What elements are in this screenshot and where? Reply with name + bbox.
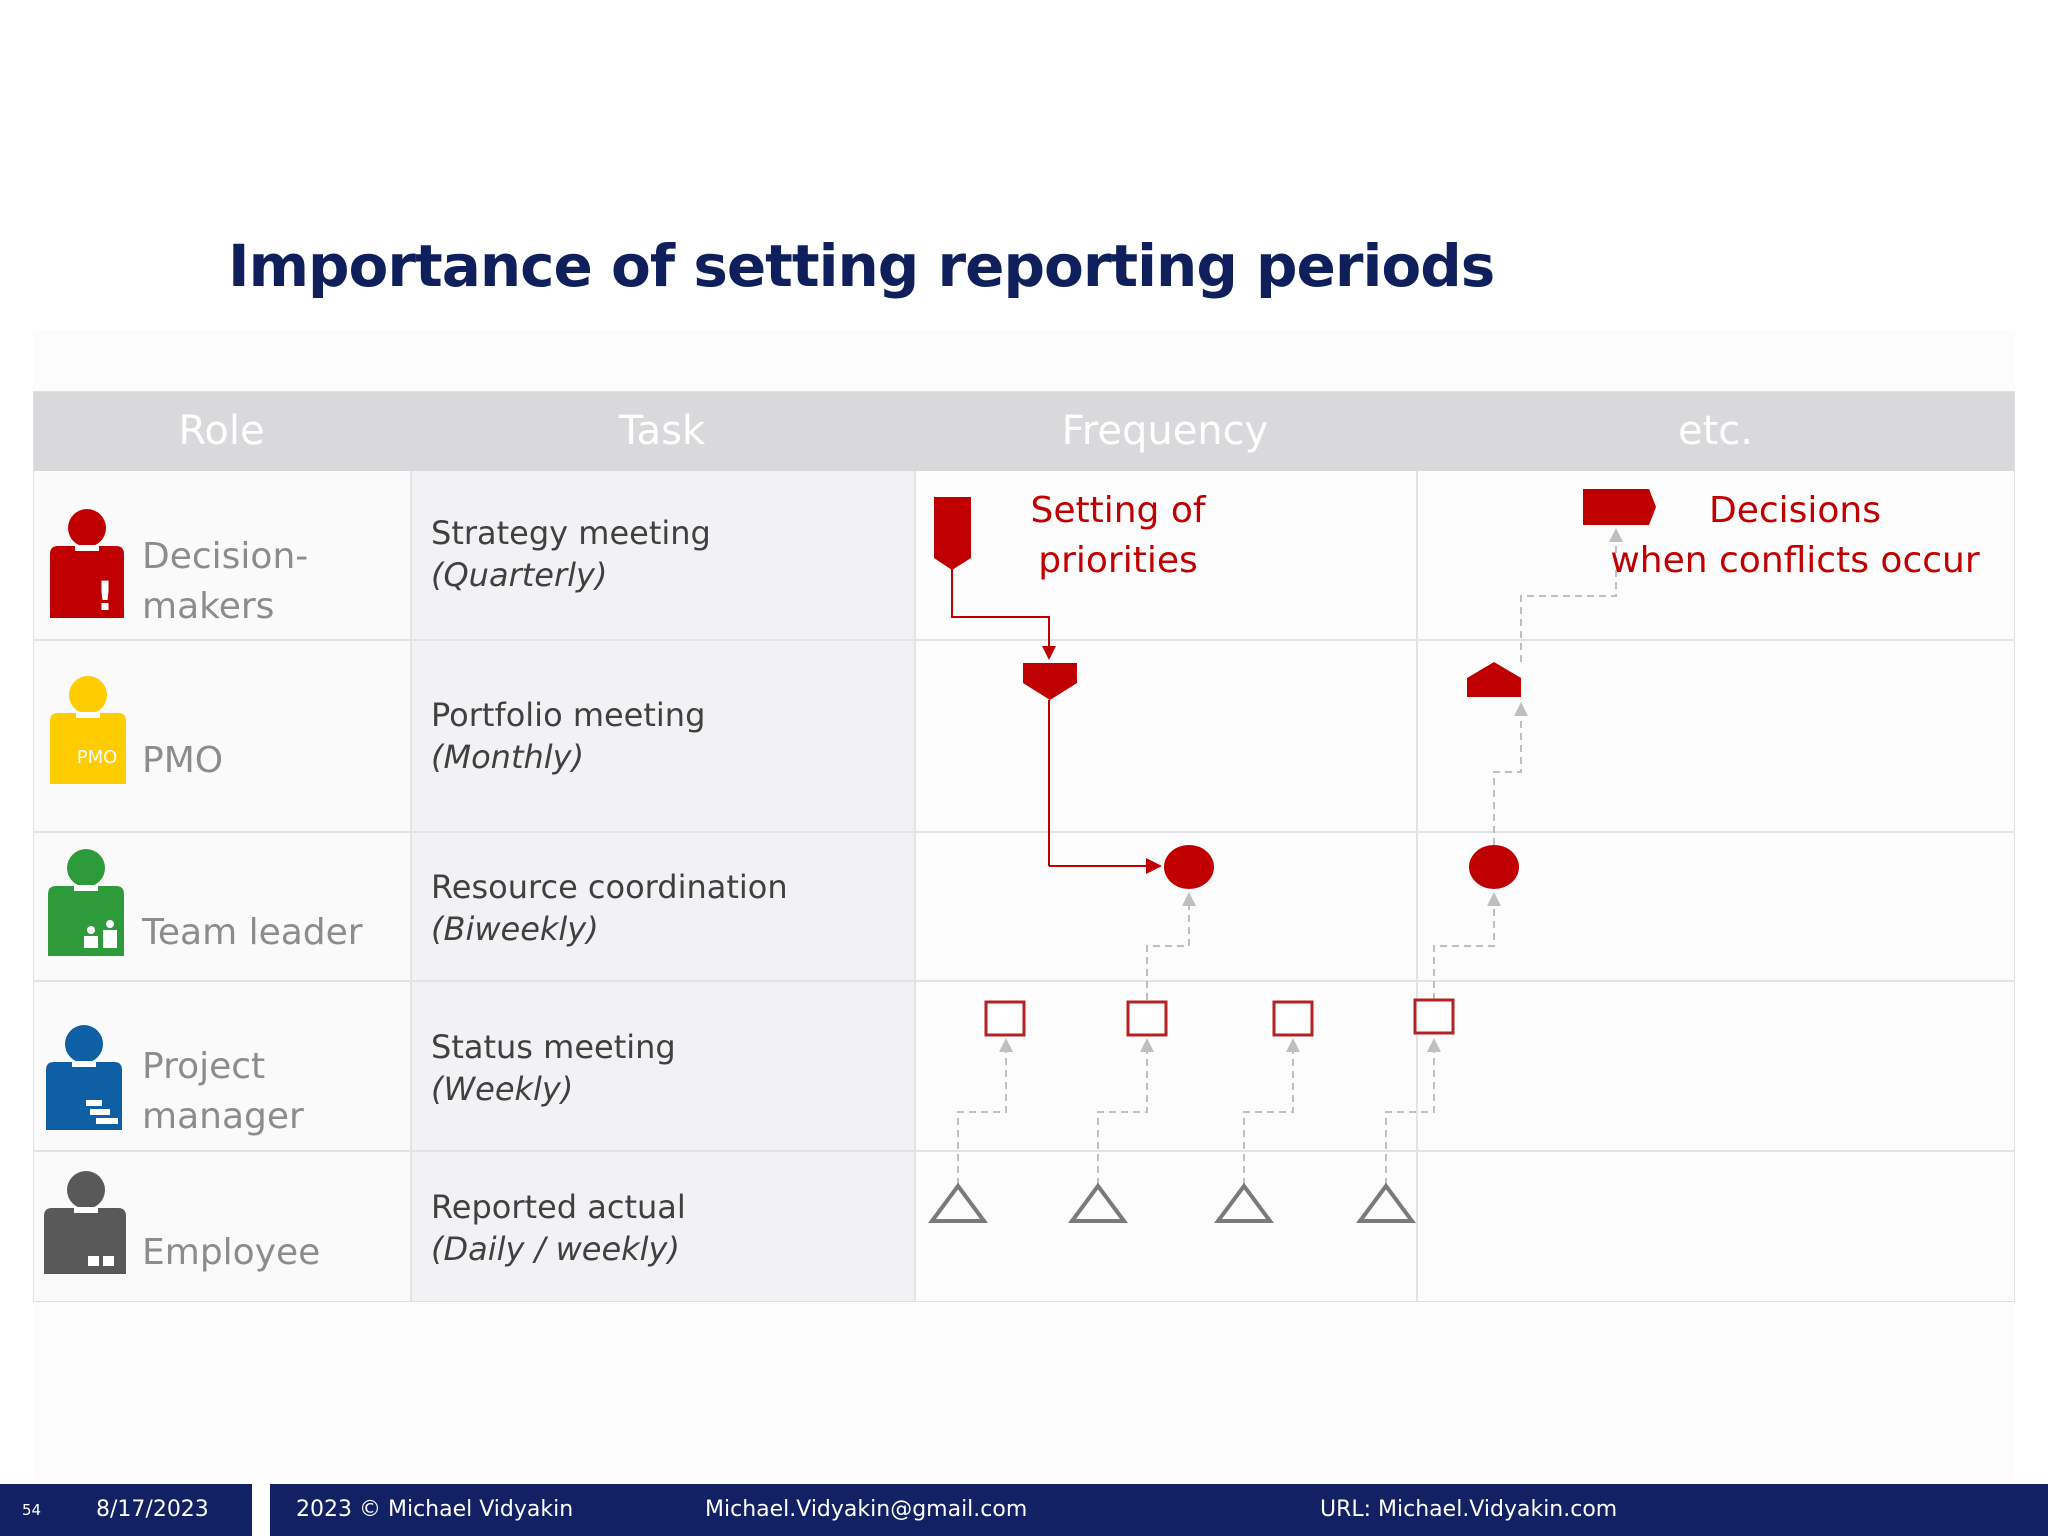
svg-text:PMO: PMO [76, 747, 118, 768]
footer-email: Michael.Vidyakin@gmail.com [705, 1497, 1028, 1522]
page-title: Importance of setting reporting periods [228, 232, 1495, 300]
strategy-meeting-marker [934, 497, 971, 570]
task-portfolio-meeting: Portfolio meeting (Monthly) [431, 696, 706, 776]
annotation-decisions: Decisions when conflicts occur [1610, 490, 1980, 581]
task-resource-coordination: Resource coordination (Biweekly) [431, 868, 788, 948]
annotation-setting-priorities: Setting of priorities [1030, 490, 1206, 581]
footer-separator [252, 1484, 270, 1536]
page-number: 54 [22, 1501, 42, 1519]
role-label-pmo: PMO [142, 740, 224, 781]
header-role: Role [178, 408, 265, 454]
footer-url: URL: Michael.Vidyakin.com [1320, 1497, 1618, 1522]
status-meeting-marker [1128, 1002, 1166, 1035]
connector-arrowheads [999, 528, 1623, 1052]
reported-actual-marker [1218, 1186, 1270, 1221]
resource-coordination-marker [1469, 845, 1519, 889]
reported-actual-marker [1072, 1186, 1124, 1221]
header-task: Task [618, 408, 706, 454]
role-label-employee: Employee [142, 1232, 321, 1273]
footer-copyright: 2023 © Michael Vidyakin [296, 1497, 574, 1522]
status-meeting-marker [1415, 1000, 1453, 1033]
slide-footer [0, 1484, 2048, 1536]
portfolio-meeting-marker [1023, 663, 1077, 700]
footer-date: 8/17/2023 [96, 1497, 209, 1522]
reported-actual-marker [1360, 1186, 1412, 1221]
role-label-team-leader: Team leader [142, 912, 363, 953]
header-frequency: Frequency [1061, 408, 1269, 454]
role-label-decision-makers: Decision- makers [142, 536, 309, 627]
resource-coordination-marker [1164, 845, 1214, 889]
reported-actual-marker [932, 1186, 984, 1221]
priority-flow-connector [952, 568, 1162, 874]
status-meeting-marker [986, 1002, 1024, 1035]
task-strategy-meeting: Strategy meeting (Quarterly) [431, 514, 711, 594]
task-reported-actual: Reported actual (Daily / weekly) [431, 1188, 686, 1268]
status-meeting-marker [1274, 1002, 1312, 1035]
conflict-portfolio-marker [1467, 662, 1521, 697]
header-etc: etc. [1678, 408, 1753, 454]
svg-text:!: ! [95, 574, 115, 620]
task-status-meeting: Status meeting (Weekly) [431, 1028, 676, 1108]
role-label-project-manager: Project manager [142, 1046, 304, 1137]
